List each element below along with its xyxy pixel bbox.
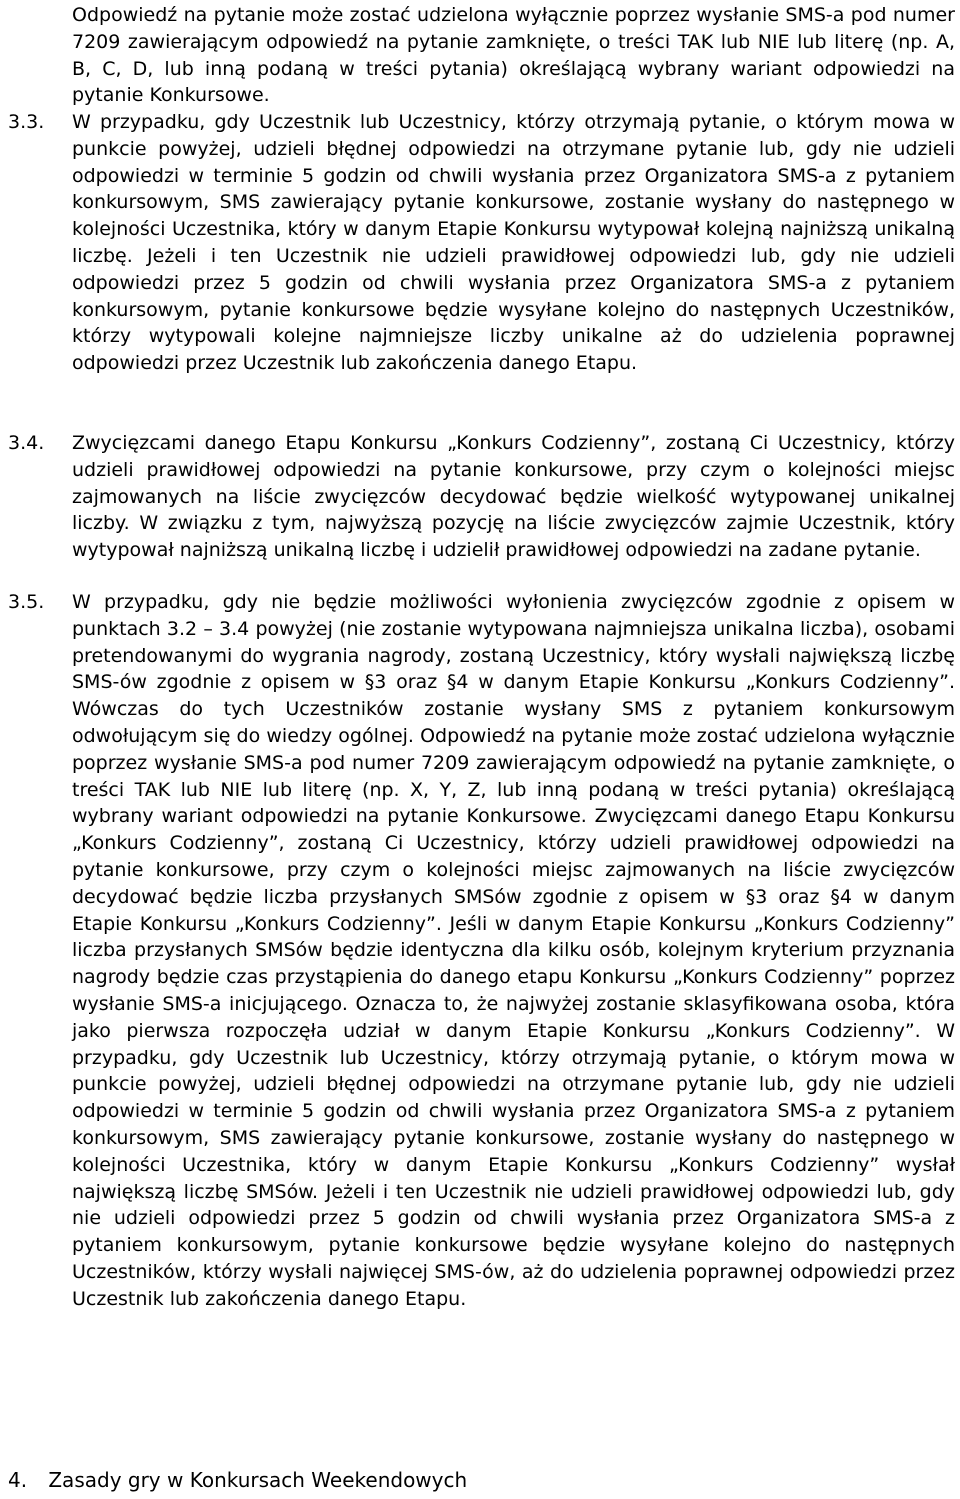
intro-paragraph: Odpowiedź na pytanie może zostać udzielona wyłącznie poprzez wysłanie SMS-a pod numer 7209 zawierającym odpowiedź na pytanie zamknięte, o treści TAK lub NIE lub literę (np. A, B, C, D, lub inną podaną w treści pytania) określającą wybrany wariant odpowiedzi na pytanie Konkursowe.	[72, 4, 955, 107]
section-title: Zasady gry w Konkursach Weekendowych	[48, 1468, 468, 1492]
numbered-item-3-4	[8, 430, 955, 564]
item-number: 3.4.	[8, 432, 45, 454]
item-text: W przypadku, gdy nie będzie możliwości wyłonienia zwycięzców zgodnie z opisem w punktach 3.2 – 3.4 powyżej (nie zostanie wytypowana najmniejsza unikalna liczba), osobami pretendowanymi do wygrania nagrody, zostaną Uczestnicy, który wysłali największą liczbę SMS-ów zgodnie z opisem w §3 oraz §4 w danym Etapie Konkursu „Konkurs Codzienny”. Wówczas do tych Uczestników zostanie wysłany SMS z pytaniem konkursowym odwołującym się do wiedzy ogólnej. Odpowiedź na pytanie może zostać udzielona wyłącznie poprzez wysłanie SMS-a pod numer 7209 zawierającym odpowiedź na pytanie zamknięte, o treści TAK lub NIE lub literę (np. X, Y, Z, lub inną podaną w treści pytania) określającą wybrany wariant odpowiedzi na pytanie Konkursowe. Zwycięzcami danego Etapu Konkursu „Konkurs Codzienny”, zostaną Ci Uczestnicy, którzy udzieli prawidłowej odpowiedzi na pytanie konkursowe, przy czym o kolejności miejsc zajmowanych na liście zwycięzców decydować będzie liczba przysłanych SMSów zgodnie z opisem w §3 oraz §4 w danym Etapie Konkursu „Konkurs Codzienny”. Jeśli w danym Etapie Konkursu „Konkurs Codzienny” liczba przysłanych SMSów będzie identyczna dla kilku osób, kolejnym kryterium przyznania nagrody będzie czas przystąpienia do danego etapu Konkursu „Konkurs Codzienny” poprzez wysłanie SMS-a inicjującego. Oznacza to, że najwyżej zostanie sklasyfikowana osoba, która jako pierwsza rozpoczęła udział w danym Etapie Konkursu „Konkurs Codzienny”. W przypadku, gdy Uczestnik lub Uczestnicy, którzy otrzymają pytanie, o którym mowa w punkcie powyżej, udzieli błędnej odpowiedzi na otrzymane pytanie lub, gdy nie udzieli odpowiedzi w terminie 5 godzin od chwili wysłania przez Organizatora SMS-a z pytaniem konkursowym, SMS zawierający pytanie konkursowe, zostanie wysłany do następnego w kolejności Uczestnika, który w danym Etapie Konkursu „Konkurs Codzienny” wysłał największą liczbę SMSów. Jeżeli i ten Uczestnik nie udzieli prawidłowej odpowiedzi lub, gdy nie udzieli odpowiedzi przez 5 godzin od chwili wysłania przez Organizatora SMS-a z pytaniem konkursowym, pytanie konkursowe będzie wysyłane kolejno do następnych Uczestników, którzy wysłali najwięcej SMS-ów, aż do udzielenia poprawnej odpowiedzi przez Uczestnik lub zakończenia danego Etapu.	[72, 591, 955, 1310]
section-number: 4.	[8, 1468, 28, 1492]
numbered-item-3-3	[8, 109, 955, 377]
item-number: 3.5.	[8, 591, 45, 613]
numbered-item-3-5	[8, 589, 955, 1313]
section-heading	[8, 1466, 467, 1494]
item-text: W przypadku, gdy Uczestnik lub Uczestnicy, którzy otrzymają pytanie, o którym mowa w punkcie powyżej, udzieli błędnej odpowiedzi na otrzymane pytanie lub, gdy nie udzieli odpowiedzi w terminie 5 godzin od chwili wysłania przez Organizatora SMS-a z pytaniem konkursowym, SMS zawierający pytanie konkursowe, zostanie wysłany do następnego w kolejności Uczestnika, który w danym Etapie Konkursu wytypował kolejną najniższą unikalną liczbę. Jeżeli i ten Uczestnik nie udzieli prawidłowej odpowiedzi lub, gdy nie udzieli odpowiedzi przez 5 godzin od chwili wysłania przez Organizatora SMS-a z pytaniem konkursowym, pytanie konkursowe będzie wysyłane kolejno do następnych Uczestników, którzy wytypowali kolejne najmniejsze liczby unikalne aż do udzielenia poprawnej odpowiedzi przez Uczestnik lub zakończenia danego Etapu.	[72, 111, 955, 375]
item-number: 3.3.	[8, 111, 45, 133]
item-text: Zwycięzcami danego Etapu Konkursu „Konkurs Codzienny”, zostaną Ci Uczestnicy, którzy udzieli prawidłowej odpowiedzi na pytanie konkursowe, przy czym o kolejności miejsc zajmowanych na liście zwycięzców decydować będzie wielkość wytypowanej unikalnej liczby. W związku z tym, najwyższą pozycję na liście zwycięzców zajmie Uczestnik, który wytypował najniższą unikalną liczbę i udzielił prawidłowej odpowiedzi na zadane pytanie.	[72, 432, 955, 562]
